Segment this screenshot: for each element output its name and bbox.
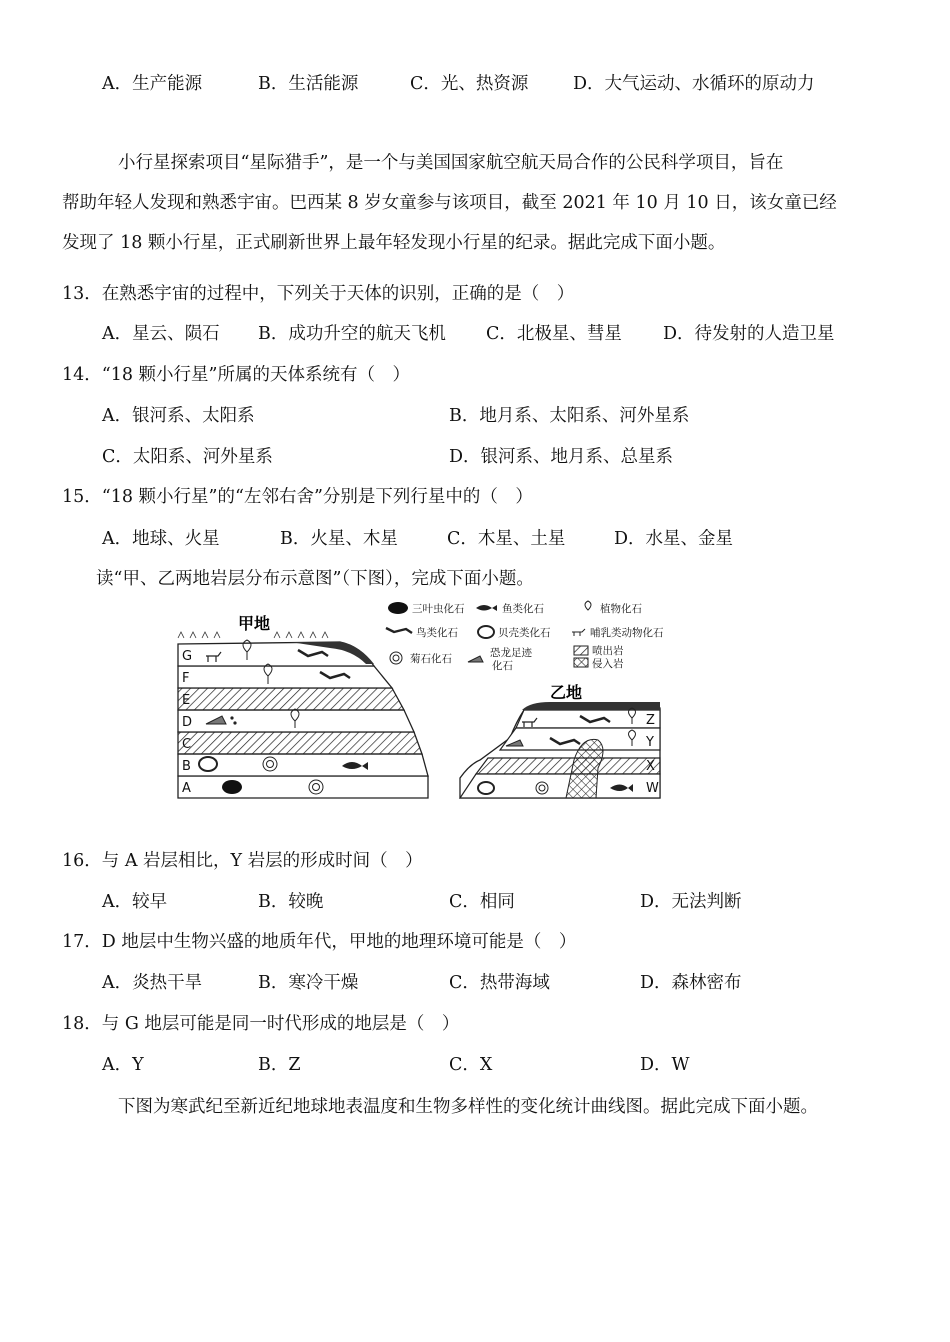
q12-option-b[interactable]: B．生活能源 [258,74,359,94]
passage-line: 小行星探索项目“星际猎手”，是一个与美国国家航空航天局合作的公民科学项目，旨在 [118,153,784,173]
q17-option-a[interactable]: A．炎热干旱 [102,973,203,993]
q12-option-a[interactable]: A．生产能源 [102,74,203,94]
q18-option-c[interactable]: C．X [449,1055,493,1075]
mammal-legend-icon [572,629,585,636]
layer-w-label: W [646,781,659,796]
fish-legend-icon [476,605,497,611]
q16-option-c[interactable]: C．相同 [449,892,515,912]
dinosaur-track-legend-icon [468,656,483,662]
legend-label: 三叶虫化石 [412,603,465,615]
layer-y-label: Y [646,735,654,750]
layer-g-label: G [182,649,193,664]
layer-x-label: X [646,759,655,774]
q16-option-d[interactable]: D．无法判断 [640,892,742,912]
q15-option-d[interactable]: D．水星、金星 [614,529,734,549]
strata-diagram [170,598,710,806]
layer-z-label: Z [646,713,655,728]
q15-option-c[interactable]: C．木星、土星 [447,529,566,549]
q13-option-c[interactable]: C．北极星、彗星 [486,324,622,344]
q16-stem: 16．与 A 岩层相比，Y 岩层的形成时间（ ） [62,851,423,871]
passage-line: 发现了 18 颗小行星，正式刷新世界上最年轻发现小行星的纪录。据此完成下面小题。 [62,233,726,253]
q15-stem: 15．“18 颗小行星”的“左邻右舍”分别是下列行星中的（ ） [62,487,533,507]
q16-option-b[interactable]: B．较晚 [258,892,324,912]
q15-option-a[interactable]: A．地球、火星 [102,529,220,549]
site-yi-label: 乙地 [550,683,583,702]
q12-option-c[interactable]: C．光、热资源 [410,74,529,94]
q14-option-a[interactable]: A．银河系、太阳系 [102,406,255,426]
extrusive-rock-legend-icon [574,646,588,655]
layer-f-label: F [182,671,190,686]
shell-fossil-icon [199,757,217,771]
q13-option-b[interactable]: B．成功升空的航天飞机 [258,324,446,344]
legend-label: 侵入岩 [592,658,624,670]
q13-option-d[interactable]: D．待发射的人造卫星 [663,324,835,344]
layer-e-label: E [182,693,191,708]
q13-option-a[interactable]: A．星云、陨石 [102,324,220,344]
ammonite-legend-icon [390,652,402,664]
trilobite-fossil-icon [222,780,242,794]
legend-label: 植物化石 [600,603,642,615]
legend-label: 哺乳类动物化石 [590,627,664,639]
q12-option-d[interactable]: D．大气运动、水循环的原动力 [573,74,815,94]
q18-option-d[interactable]: D．W [640,1055,690,1075]
q18-stem: 18．与 G 地层可能是同一时代形成的地层是（ ） [62,1014,460,1034]
q14-option-b[interactable]: B．地月系、太阳系、河外星系 [449,406,690,426]
q17-option-d[interactable]: D．森林密布 [640,973,742,993]
legend [386,601,664,672]
trilobite-legend-icon [388,602,408,614]
site-jia-label: 甲地 [238,614,271,633]
q17-option-b[interactable]: B．寒冷干燥 [258,973,359,993]
legend-label: 贝壳类化石 [498,627,551,639]
q18-option-a[interactable]: A．Y [102,1055,144,1075]
layer-c-label: C [182,737,192,752]
bird-legend-icon [386,628,412,633]
passage-temperature-biodiversity: 下图为寒武纪至新近纪地球地表温度和生物多样性的变化统计曲线图。据此完成下面小题。 [118,1097,818,1117]
q17-stem: 17．D 地层中生物兴盛的地质年代，甲地的地理环境可能是（ ） [62,932,577,952]
legend-label: 菊石化石 [410,653,452,665]
passage-line: 帮助年轻人发现和熟悉宇宙。巴西某 8 岁女童参与该项目，截至 2021 年 10 月 10 日，该女童已经 [62,193,837,213]
shell-fossil-icon [478,782,494,794]
legend-label: 鸟类化石 [416,627,458,639]
q18-option-b[interactable]: B．Z [258,1055,301,1075]
layer-a-label: A [182,781,191,796]
q15-option-b[interactable]: B．火星、木星 [280,529,398,549]
q16-option-a[interactable]: A．较早 [102,892,168,912]
q17-option-c[interactable]: C．热带海域 [449,973,550,993]
legend-label: 化石 [492,660,513,672]
q13-stem: 13．在熟悉宇宙的过程中，下列关于天体的识别，正确的是（ ） [62,284,575,304]
intrusive-rock-legend-icon [574,658,588,667]
q14-option-c[interactable]: C．太阳系、河外星系 [102,447,273,467]
figure-intro: 读“甲、乙两地岩层分布示意图”（下图），完成下面小题。 [96,569,534,589]
q14-option-d[interactable]: D．银河系、地月系、总星系 [449,447,674,467]
plant-legend-icon [585,601,591,610]
passage-asteroid [62,143,882,263]
legend-label: 喷出岩 [592,645,624,657]
shell-legend-icon [478,626,494,638]
legend-label: 鱼类化石 [502,603,544,615]
layer-d-label: D [182,715,193,730]
q14-stem: 14．“18 颗小行星”所属的天体系统有（ ） [62,365,410,385]
layer-b-label: B [182,759,191,774]
legend-label: 恐龙足迹 [490,647,532,659]
